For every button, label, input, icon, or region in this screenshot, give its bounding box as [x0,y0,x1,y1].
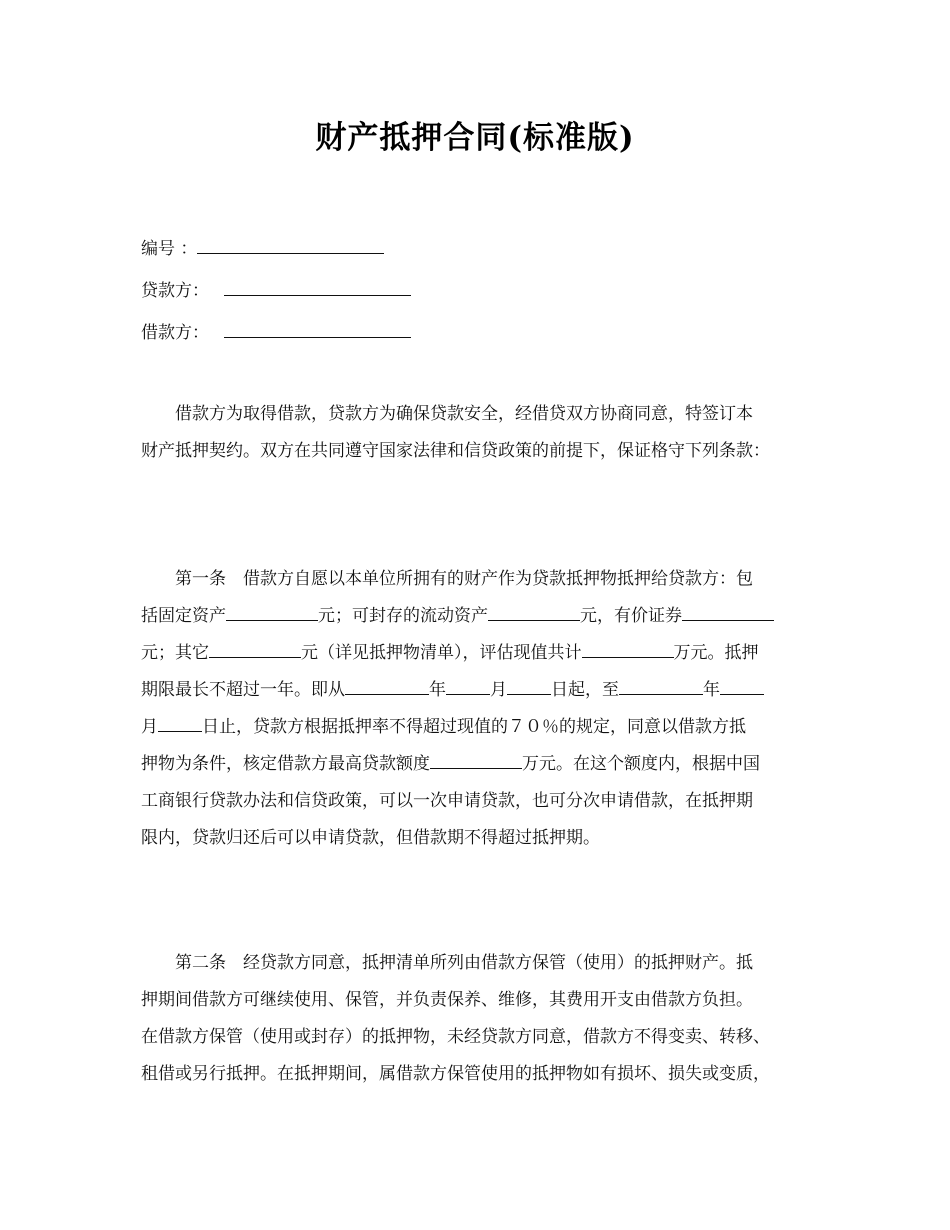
article-1-line [141,709,831,746]
article-text: 押物为条件，核定借款方最高贷款额度 [141,754,430,774]
article-1-line [141,746,831,783]
article-text: 元；可封存的流动资产 [318,606,488,626]
article-text: 期限最长不超过一年。即从 [141,680,345,700]
article-text: 万元。在这个额度内，根据中国 [522,754,760,774]
article-1 [141,561,831,857]
article-text: 月 [490,680,507,700]
other-assets-blank[interactable] [209,635,301,658]
article-text: 括固定资产 [141,606,226,626]
fixed-assets-blank[interactable] [226,598,318,621]
end-month-blank[interactable] [720,672,764,695]
intro-line: 财产抵押契约。双方在共同遵守国家法律和信贷政策的前提下，保证格守下列条款： [141,441,770,461]
contract-number-label: 编号 ： [141,239,198,259]
appraised-value-blank[interactable] [582,635,674,658]
borrower-field [141,320,411,344]
contract-number-blank[interactable] [197,236,384,254]
article-2 [141,945,831,1093]
article-text: 年 [429,680,446,700]
lender-label: 贷款方： [141,281,209,301]
article-1-line [141,672,831,709]
end-year-blank[interactable] [619,672,703,695]
borrower-blank[interactable] [224,320,411,338]
start-day-blank[interactable] [507,672,551,695]
contract-number-field [141,236,384,260]
document-title: 财产抵押合同(标准版) [315,120,635,156]
article-2-line: 押期间借款方可继续使用、保管，并负责保养、维修，其费用开支由借款方负担。 [141,990,753,1010]
start-month-blank[interactable] [446,672,490,695]
end-day-blank[interactable] [158,709,202,732]
article-text: 日止，贷款方根据抵押率不得超过现值的７０％的规定，同意以借款方抵 [202,717,746,737]
securities-blank[interactable] [682,598,774,621]
article-1-line [141,635,831,672]
article-text: 月 [141,717,158,737]
article-2-line: 第二条 经贷款方同意，抵押清单所列由借款方保管（使用）的抵押财产。抵 [141,953,753,973]
lender-blank[interactable] [224,278,411,296]
start-year-blank[interactable] [345,672,429,695]
article-1-line [141,598,831,635]
lender-field [141,278,411,302]
article-text: 元；其它 [141,643,209,663]
intro-line: 借款方为取得借款，贷款方为确保贷款安全，经借贷双方协商同意，特签订本 [141,404,753,424]
article-2-line: 在借款方保管（使用或封存）的抵押物，未经贷款方同意，借款方不得变卖、转移、 [141,1027,770,1047]
article-1-line: 工商银行贷款办法和信贷政策，可以一次申请贷款，也可分次申请借款，在抵押期 [141,791,753,811]
borrower-label: 借款方： [141,323,209,343]
article-text: 元，有价证券 [580,606,682,626]
article-1-line: 限内，贷款归还后可以申请贷款，但借款期不得超过抵押期。 [141,828,600,848]
article-1-line: 第一条 借款方自愿以本单位所拥有的财产作为贷款抵押物抵押给贷款方：包 [141,569,753,589]
article-text: 年 [703,680,720,700]
article-text: 日起，至 [551,680,619,700]
article-2-line: 租借或另行抵押。在抵押期间，属借款方保管使用的抵押物如有损坏、损失或变质， [141,1064,770,1084]
article-text: 万元。抵押 [673,643,759,663]
article-text: 元（详见抵押物清单），评估现值共计 [301,643,582,663]
current-assets-blank[interactable] [488,598,580,621]
intro-paragraph [141,396,831,470]
max-loan-amount-blank[interactable] [430,746,522,769]
